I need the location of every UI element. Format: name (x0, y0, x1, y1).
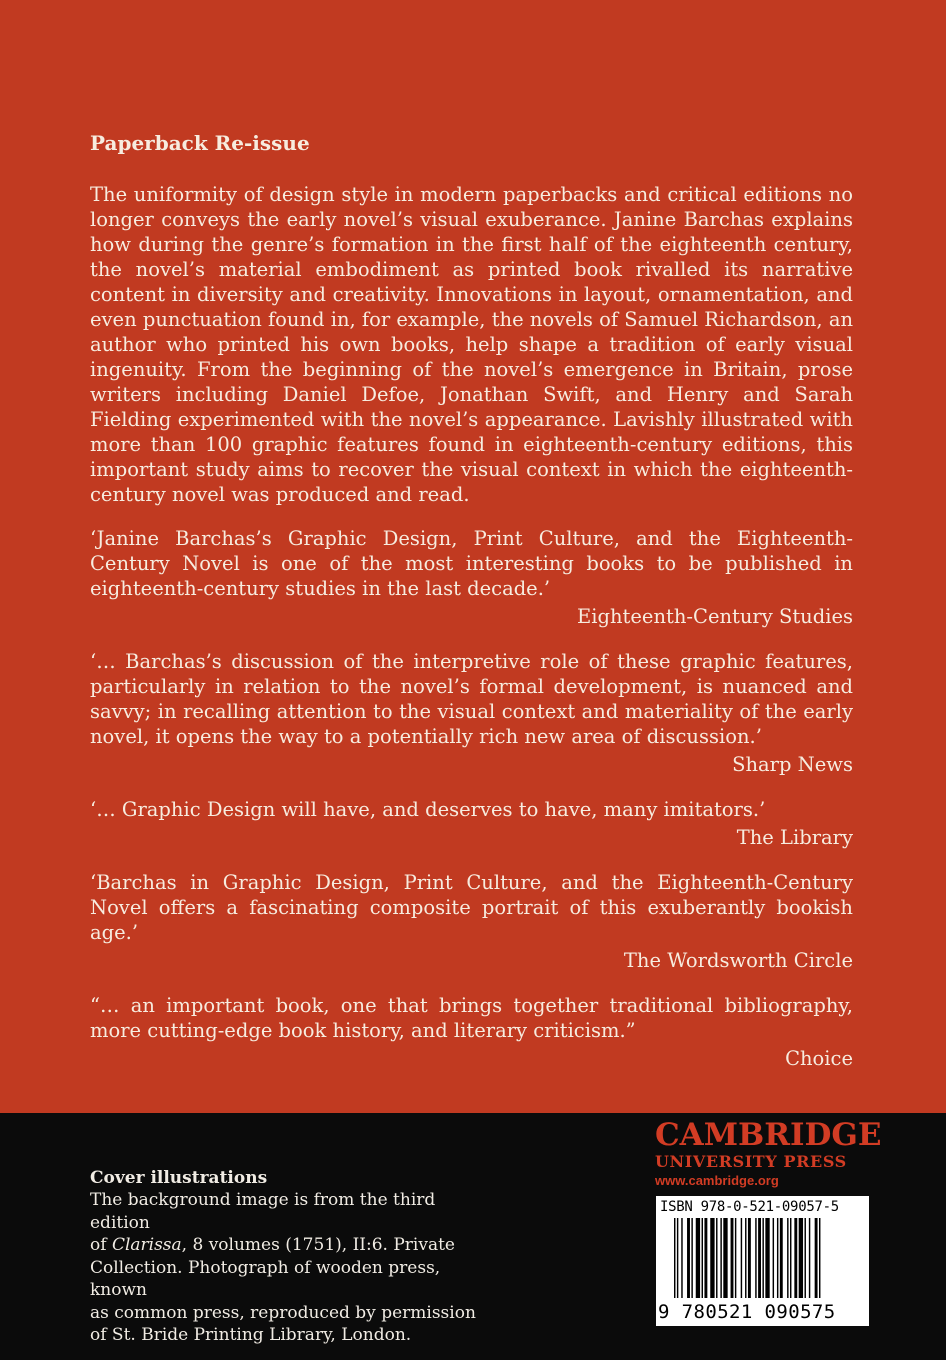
barcode-bar (794, 1218, 797, 1298)
barcode-bar (723, 1218, 727, 1298)
quote-source: Sharp News (732, 753, 853, 776)
barcode-bars (656, 1218, 869, 1302)
barcode-bar (687, 1218, 690, 1298)
barcode-bar (780, 1218, 783, 1298)
cover-line: as common press, reproduced by permission (90, 1302, 476, 1323)
isbn-label: ISBN 978-0-521-09057-5 (660, 1199, 839, 1215)
quote-source: The Wordsworth Circle (623, 949, 853, 972)
publisher-logo (655, 1117, 882, 1190)
cover-line-rest: , 8 volumes (1751), II:6. Private (181, 1235, 455, 1255)
barcode-bar (809, 1218, 810, 1298)
barcode-bar (819, 1218, 820, 1298)
barcode-bar (805, 1218, 806, 1298)
quote-text: ‘Janine Barchas’s Graphic Design, Print Culture, and the Eighteenth-Century Novel is one of the most interesting books to be published in eighteenth-century studies in the last decade.’ (90, 527, 853, 600)
barcode-bar (735, 1218, 736, 1298)
cover-line (90, 1234, 490, 1257)
barcode-bar (741, 1218, 742, 1298)
barcode-bar (720, 1218, 721, 1298)
barcode-bar (777, 1218, 778, 1298)
blurb-content (90, 130, 853, 1091)
barcode-bar (762, 1218, 763, 1298)
cover-illustrations (90, 1167, 490, 1347)
barcode-bar (815, 1218, 818, 1298)
barcode-bar (799, 1218, 803, 1298)
cover-illustrations-text (90, 1189, 490, 1347)
barcode-bar (755, 1218, 756, 1298)
isbn-barcode (656, 1196, 869, 1326)
barcode-bar (790, 1218, 791, 1298)
publisher-subname: UNIVERSITY PRESS (655, 1152, 847, 1171)
quote-text: “… an important book, one that brings together traditional bibliography, more cutting-edge book history, and literary criticism.” (90, 994, 853, 1042)
barcode-bar (731, 1218, 734, 1298)
quote-4 (90, 870, 853, 973)
quote-text: ‘Barchas in Graphic Design, Print Culture, and the Eighteenth-Century Novel offers a fascinating composite portrait of this exuberantly bookish age.’ (90, 871, 853, 944)
barcode-bar (696, 1218, 700, 1298)
cover-line: of St. Bride Printing Library, London. (90, 1325, 412, 1345)
heading: Paperback Re-issue (90, 131, 310, 155)
quote-5 (90, 993, 853, 1071)
cover-line: The background image is from the third edition (90, 1190, 436, 1233)
publisher-name: CAMBRIDGE (655, 1117, 882, 1153)
barcode-bar (702, 1218, 703, 1298)
barcode-bar (758, 1218, 761, 1298)
barcode-bar (787, 1218, 788, 1298)
description: The uniformity of design style in modern paperbacks and critical editions no longer conveys the early novel’s visual exuberance. Janine Barchas explains how during the genre’s formation in the first half of the eighteenth century, the novel’s material embodiment as printed book rivalled its narrative content in diversity and creativity. Innovations in layout, ornamentation, and even punctuation found in, for example, the novels of Samuel Richardson, an author who printed his own books, help shape a tradition of early visual ingenuity. From the beginning of the novel’s emergence in Britain, prose writers including Daniel Defoe, Jonathan Swift, and Henry and Sarah Fielding experimented with the novel’s appearance. Lavishly illustrated with more than 100 graphic features found in eighteenth-century editions, this important study aims to recover the visual context in which the eighteenth-century novel was produced and read. (90, 183, 854, 506)
quote-source: Eighteenth-Century Studies (577, 605, 853, 628)
quote-1 (90, 526, 853, 629)
barcode-bar (773, 1218, 774, 1298)
barcode-bar (748, 1218, 751, 1298)
barcode-bar (765, 1218, 769, 1298)
quote-text: ‘… Graphic Design will have, and deserves to have, many imitators.’ (90, 798, 766, 821)
book-title: Clarissa (111, 1235, 182, 1255)
isbn-digits: 9 780521 090575 (658, 1301, 836, 1323)
quote-2 (90, 649, 853, 777)
barcode-bar (745, 1218, 746, 1298)
barcode-bar (677, 1218, 678, 1298)
quote-text: ‘… Barchas’s discussion of the interpretive role of these graphic features, particularly in relation to the novel’s formal development, is nuanced and savvy; in recalling attention to the visual context and materiality of the early novel, it opens the way to a potentially rich new area of discussion.’ (90, 650, 853, 748)
barcode-bar (691, 1218, 692, 1298)
barcode-bar (674, 1218, 675, 1298)
cover-line: Collection. Photograph of wooden press, known (90, 1257, 441, 1300)
quote-3 (90, 797, 853, 850)
cover-illustrations-title: Cover illustrations (90, 1168, 268, 1188)
barcode-bar (716, 1218, 717, 1298)
publisher-url: www.cambridge.org (655, 1173, 779, 1188)
barcode-bar (710, 1218, 714, 1298)
barcode-bar (704, 1218, 707, 1298)
cover-line-prefix: of (90, 1235, 112, 1255)
quote-source: Choice (785, 1047, 853, 1070)
barcode-bar (681, 1218, 682, 1298)
quote-source: The Library (736, 826, 853, 849)
